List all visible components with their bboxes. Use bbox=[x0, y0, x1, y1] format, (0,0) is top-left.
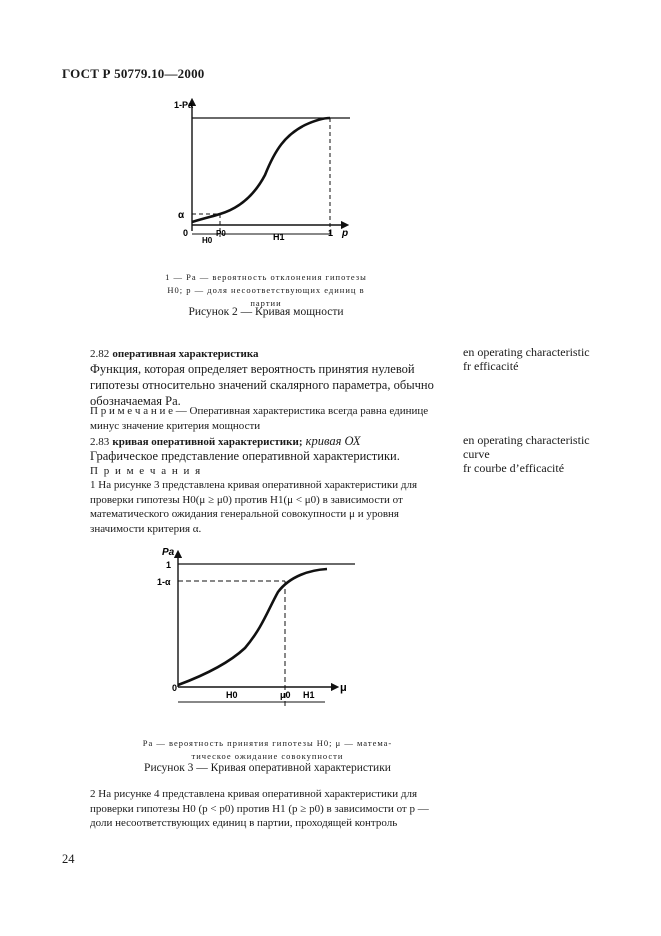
fig3-y-label: Pa bbox=[162, 547, 175, 558]
term-283-en-line2: curve bbox=[463, 447, 490, 461]
fig3-h1-label: H1 bbox=[303, 690, 315, 700]
fig2-h1-label: H1 bbox=[273, 232, 285, 242]
fig3-h0-label: H0 bbox=[226, 690, 238, 700]
fig3-oc-curve bbox=[178, 569, 327, 685]
fig2-p0-label: P0 bbox=[216, 229, 226, 238]
fig2-alpha-label: α bbox=[178, 210, 185, 221]
note-2: 2 На рисунке 4 представлена кривая оперативной характеристики для проверки гипотезы H0 (p < p0) против H1 (p ≥ p0) в зависимости от p — доли несоответствующих единиц в партии, проходящей контроль bbox=[90, 788, 429, 829]
term-282-note bbox=[90, 404, 448, 433]
fig2-h0-label: H0 bbox=[202, 236, 213, 245]
fig3-one-label: 1 bbox=[166, 560, 172, 570]
term-282-en: en operating characteristic bbox=[463, 345, 590, 359]
figure-3-oc-curve bbox=[150, 540, 370, 715]
fig3-zero-label: 0 bbox=[172, 683, 178, 693]
term-282-number: 2.82 bbox=[90, 348, 110, 360]
fig2-caption-line2: H0; p — доля несоответствующих единиц в bbox=[167, 285, 365, 295]
term-283-en-line1: en operating characteristic bbox=[463, 433, 590, 447]
figure-2-title: Рисунок 2 — Кривая мощности bbox=[188, 306, 344, 318]
page-number: 24 bbox=[62, 852, 75, 866]
term-282-note-label: П р и м е ч а н и е bbox=[90, 405, 173, 417]
fig2-caption-line1: 1 — Pa — вероятность отклонения гипотезы bbox=[165, 272, 367, 282]
figure-2-power-curve bbox=[170, 90, 370, 250]
term-282-heading bbox=[90, 345, 448, 362]
term-283-fr: fr courbe d’efficacité bbox=[463, 461, 565, 475]
fig3-mu0-label: μ0 bbox=[280, 690, 291, 700]
term-283-synonym: кривая ОХ bbox=[305, 434, 361, 448]
fig2-power-curve bbox=[192, 118, 330, 222]
fig2-y-label: 1-Pa bbox=[174, 100, 194, 110]
term-283-note1: 1 На рисунке 3 представлена кривая оперативной характеристики для проверки гипотезы H0(μ ≥ μ0) против H1(μ < μ0) в зависимости от математического ожидания генеральной совокупности μ и уровня значимости критерия α. bbox=[90, 479, 418, 535]
fig2-caption-line3: партии bbox=[250, 298, 282, 308]
term-283-notes-label: П р и м е ч а н и я bbox=[90, 465, 202, 477]
fig2-p-label: p bbox=[342, 228, 349, 239]
figure-3-caption bbox=[140, 737, 395, 763]
term-282-note-text: — Оперативная характеристика всегда равна единице минус значение критерия мощности bbox=[90, 405, 429, 432]
term-283-definition: Графическое представление оперативной характеристики. bbox=[90, 449, 400, 463]
fig3-caption-line1: Pa — вероятность принятия гипотезы H0; μ — матема- bbox=[142, 738, 393, 748]
term-282-term: оперативная характеристика bbox=[112, 348, 259, 360]
fig3-caption-line2: тическое ожидание совокупности bbox=[191, 751, 344, 761]
fig3-mu-label: μ bbox=[340, 682, 347, 694]
fig3-one-minus-alpha-label: 1-α bbox=[157, 577, 171, 587]
term-283-term: кривая оперативной характеристики; bbox=[112, 436, 303, 448]
document-header: ГОСТ Р 50779.10—2000 bbox=[62, 66, 205, 81]
term-282-translations bbox=[463, 345, 633, 373]
figure-2-caption bbox=[150, 271, 382, 310]
fig2-zero-label: 0 bbox=[183, 228, 189, 238]
fig2-one-label: 1 bbox=[328, 228, 334, 238]
term-282-definition: Функция, которая определяет вероятность принятия нулевой гипотезы относительно значений скалярного параметра, обычно обозначаемая Pa. bbox=[90, 362, 434, 408]
term-283-translations bbox=[463, 433, 633, 475]
term-283-number: 2.83 bbox=[90, 436, 110, 448]
figure-3-title: Рисунок 3 — Кривая оперативной характеристики bbox=[144, 762, 391, 774]
term-282-fr: fr efficacité bbox=[463, 359, 519, 373]
